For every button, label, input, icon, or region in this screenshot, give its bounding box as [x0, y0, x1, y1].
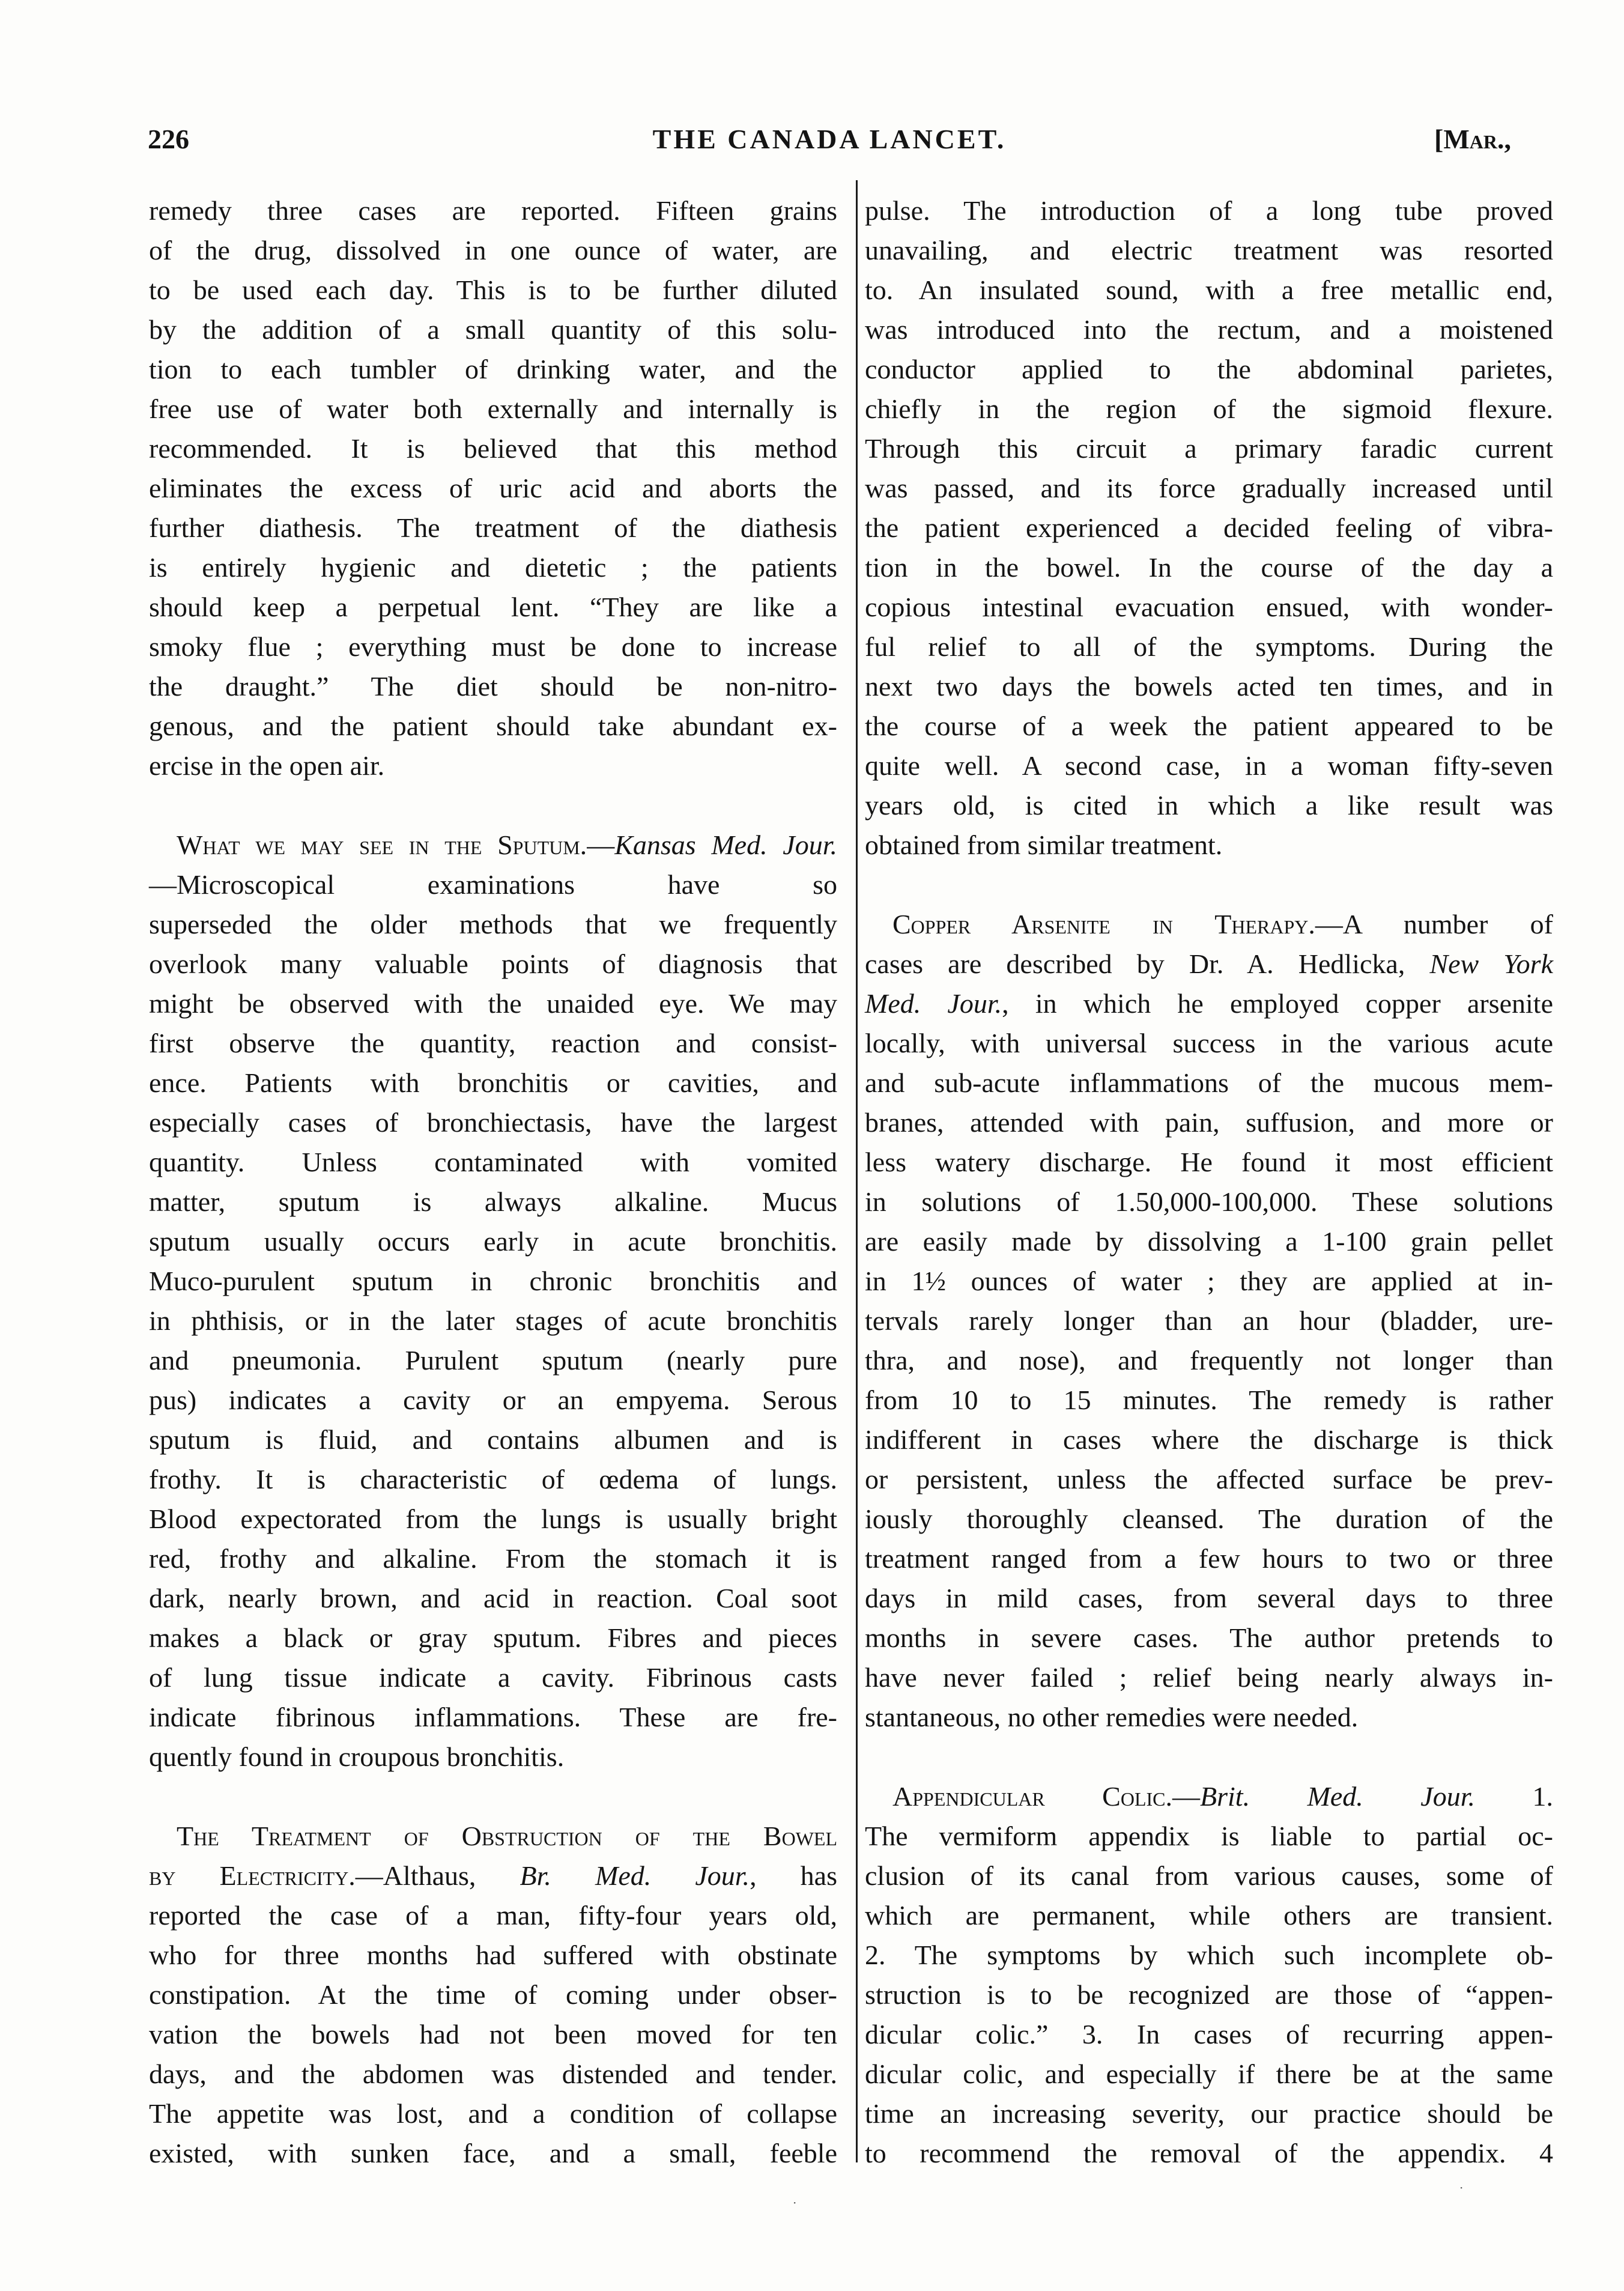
text-line: less watery discharge. He found it most efficient	[865, 1147, 1553, 1177]
text-line: overlook many valuable points of diagnosis that	[149, 948, 837, 979]
text-line: reported the case of a man, fifty-four years old,	[149, 1900, 837, 1931]
journal-title: THE CANADA LANCET.	[652, 124, 1007, 154]
sputum-article	[149, 825, 837, 1777]
text-line: are easily made by dissolving a 1-100 grain pellet	[865, 1226, 1553, 1257]
copper-line-3	[865, 984, 1553, 1024]
text-line: in phthisis, or in the later stages of acute bronchitis	[149, 1305, 837, 1336]
text-line: chiefly in the region of the sigmoid flexure.	[865, 393, 1553, 424]
text-line: clusion of its canal from various causes, some of	[865, 1860, 1553, 1891]
text-line: dark, nearly brown, and acid in reaction. Coal soot	[149, 1583, 837, 1613]
text-line: free use of water both externally and internally is	[149, 393, 837, 424]
left-column	[149, 191, 837, 2173]
sputum-heading: What we may see in the Sputum.	[177, 830, 587, 860]
text-line: obtained from similar treatment.	[865, 830, 1223, 860]
paragraph-gap	[865, 865, 1553, 905]
text-line: tervals rarely longer than an hour (bladder, ure-	[865, 1305, 1553, 1336]
text-line: indifferent in cases where the discharge is thick	[865, 1424, 1553, 1455]
colic-heading-rest: 1.	[1475, 1781, 1554, 1812]
text-line: thra, and nose), and frequently not longer than	[865, 1345, 1553, 1376]
copper-line3-rest: , in which he employed copper arsenite	[1002, 988, 1553, 1019]
text-line: is entirely hygienic and dietetic ; the patients	[149, 552, 837, 583]
text-line: genous, and the patient should take abundant ex-	[149, 711, 837, 741]
print-speck: ·	[1459, 2180, 1464, 2195]
bowel-heading-line-2	[149, 1856, 837, 1896]
text-line: superseded the older methods that we frequently	[149, 909, 837, 939]
text-line: in solutions of 1.50,000-100,000. These solutions	[865, 1186, 1553, 1217]
text-line: the course of a week the patient appeared to be	[865, 711, 1553, 741]
paragraph-gap	[865, 1737, 1553, 1777]
copper-heading: Copper Arsenite in Therapy.	[892, 909, 1315, 939]
text-line: conductor applied to the abdominal parietes,	[865, 354, 1553, 384]
text-line: The appetite was lost, and a condition of collapse	[149, 2098, 837, 2129]
print-speck: ·	[793, 2195, 797, 2210]
text-line: ercise in the open air.	[149, 750, 385, 781]
text-line: or persistent, unless the affected surface be prev-	[865, 1464, 1553, 1494]
bowel-article	[149, 1816, 837, 2173]
text-line: days in mild cases, from several days to three	[865, 1583, 1553, 1613]
copper-heading-rest: —A number of	[1315, 909, 1553, 939]
text-line: red, frothy and alkaline. From the stomach it is	[149, 1543, 837, 1574]
bowel-heading: The Treatment of Obstruction of the Bowel	[177, 1821, 837, 1851]
column-divider	[856, 180, 858, 2162]
text-line: Through this circuit a primary faradic current	[865, 433, 1553, 464]
issue-month: [Mar.,	[1434, 124, 1511, 154]
text-line: The vermiform appendix is liable to partial oc-	[865, 1821, 1553, 1851]
text-line: time an increasing severity, our practice should be	[865, 2098, 1553, 2129]
copper-heading-line	[865, 905, 1553, 944]
text-line: Blood expectorated from the lungs is usually bright	[149, 1504, 837, 1534]
text-line: 2. The symptoms by which such incomplete ob-	[865, 1940, 1553, 1970]
text-line: stantaneous, no other remedies were needed.	[865, 1702, 1359, 1732]
colic-source: Brit. Med. Jour.	[1200, 1781, 1476, 1812]
bowel-source-after: , has	[750, 1860, 837, 1891]
text-line: copious intestinal evacuation ensued, with wonder-	[865, 592, 1553, 622]
text-line: treatment ranged from a few hours to two or three	[865, 1543, 1553, 1574]
text-line: makes a black or gray sputum. Fibres and pieces	[149, 1622, 837, 1653]
text-line: further diathesis. The treatment of the diathesis	[149, 512, 837, 543]
text-line: might be observed with the unaided eye. We may	[149, 988, 837, 1019]
text-line: frothy. It is characteristic of œdema of lungs.	[149, 1464, 837, 1494]
colic-article	[865, 1777, 1553, 2173]
text-line: have never failed ; relief being nearly always in-	[865, 1662, 1553, 1693]
text-line: quite well. A second case, in a woman fifty-seven	[865, 750, 1553, 781]
text-line: in 1½ ounces of water ; they are applied at in-	[865, 1266, 1553, 1296]
text-line: sputum usually occurs early in acute bronchitis.	[149, 1226, 837, 1257]
copper-source: New York	[1429, 948, 1553, 979]
text-line: especially cases of bronchiectasis, have the largest	[149, 1107, 837, 1138]
text-line: vation the bowels had not been moved for ten	[149, 2019, 837, 2050]
text-line: was introduced into the rectum, and a moistened	[865, 314, 1553, 345]
bowel-heading-line	[149, 1816, 837, 1856]
text-line: to be used each day. This is to be further diluted	[149, 275, 837, 305]
colic-heading: Appendicular Colic.	[892, 1781, 1173, 1812]
text-line: remedy three cases are reported. Fifteen grains	[149, 195, 837, 226]
text-line: by the addition of a small quantity of this solu-	[149, 314, 837, 345]
text-line: of the drug, dissolved in one ounce of water, are	[149, 235, 837, 266]
text-line: ence. Patients with bronchitis or cavities, and	[149, 1067, 837, 1098]
uric-acid-paragraph	[149, 191, 837, 786]
text-line: unavailing, and electric treatment was resorted	[865, 235, 1553, 266]
colic-body	[865, 1816, 1553, 2173]
text-line: the patient experienced a decided feeling of vibra-	[865, 512, 1553, 543]
text-line: locally, with universal success in the various acute	[865, 1028, 1553, 1058]
bowel-heading-2: by Electricity.	[149, 1860, 356, 1891]
sputum-source: Kansas Med. Jour.	[614, 830, 837, 860]
text-line: Muco-purulent sputum in chronic bronchitis and	[149, 1266, 837, 1296]
text-line: smoky flue ; everything must be done to increase	[149, 631, 837, 662]
text-line: sputum is fluid, and contains albumen and is	[149, 1424, 837, 1455]
copper-line-2	[865, 944, 1553, 984]
text-line: matter, sputum is always alkaline. Mucus	[149, 1186, 837, 1217]
text-line: days, and the abdomen was distended and tender.	[149, 2059, 837, 2089]
text-line: who for three months had suffered with obstinate	[149, 1940, 837, 1970]
bowel-author: —Althaus,	[355, 1860, 520, 1891]
text-line: pulse. The introduction of a long tube proved	[865, 195, 1553, 226]
text-line: ful relief to all of the symptoms. During the	[865, 631, 1553, 662]
text-line: indicate fibrinous inflammations. These are fre-	[149, 1702, 837, 1732]
text-line: dicular colic.” 3. In cases of recurring appen-	[865, 2019, 1553, 2050]
bowel-body	[149, 1896, 837, 2173]
text-line: constipation. At the time of coming under obser-	[149, 1979, 837, 2010]
text-line: quantity. Unless contaminated with vomited	[149, 1147, 837, 1177]
text-line: branes, attended with pain, suffusion, and more or	[865, 1107, 1553, 1138]
copper-body	[865, 1024, 1553, 1737]
sputum-body	[149, 905, 837, 1777]
text-line: dicular colic, and especially if there be at the same	[865, 2059, 1553, 2089]
paragraph-gap	[149, 786, 837, 825]
text-line: existed, with sunken face, and a small, feeble	[149, 2138, 837, 2168]
sputum-first-line-rest: —Microscopical examinations have so	[149, 869, 837, 900]
copper-article	[865, 905, 1553, 1737]
text-line: and sub-acute inflammations of the mucous mem-	[865, 1067, 1553, 1098]
colic-heading-line: Appendicular Colic.—Brit. Med. Jour. 1.	[892, 1781, 1554, 1812]
text-line: eliminates the excess of uric acid and aborts the	[149, 473, 837, 503]
copper-source-2: Med. Jour.	[865, 988, 1002, 1019]
right-column	[865, 191, 1553, 2173]
text-line: tion to each tumbler of drinking water, and the	[149, 354, 837, 384]
sputum-line-continuation	[149, 865, 837, 905]
text-line: to. An insulated sound, with a free metallic end,	[865, 275, 1553, 305]
text-line: to recommend the removal of the appendix. 4	[865, 2138, 1553, 2168]
text-line: pus) indicates a cavity or an empyema. Serous	[149, 1385, 837, 1415]
running-header	[148, 123, 1511, 165]
text-line: the draught.” The diet should be non-nitro-	[149, 671, 837, 702]
text-line: of lung tissue indicate a cavity. Fibrinous casts	[149, 1662, 837, 1693]
paragraph-gap	[149, 1777, 837, 1816]
text-line: should keep a perpetual lent. “They are like a	[149, 592, 837, 622]
copper-line2-start: cases are described by Dr. A. Hedlicka,	[865, 948, 1430, 979]
text-line: next two days the bowels acted ten times, and in	[865, 671, 1553, 702]
page-number: 226	[148, 124, 189, 154]
text-line: quently found in croupous bronchitis.	[149, 1741, 565, 1772]
text-line: struction is to be recognized are those of “appen-	[865, 1979, 1553, 2010]
text-line: from 10 to 15 minutes. The remedy is rather	[865, 1385, 1553, 1415]
text-line: which are permanent, while others are transient.	[865, 1900, 1553, 1931]
sputum-heading-line: What we may see in the Sputum.—Kansas Med. Jour.	[177, 830, 837, 860]
text-line: tion in the bowel. In the course of the day a	[865, 552, 1553, 583]
text-line: years old, is cited in which a like result was	[865, 790, 1553, 821]
text-line: iously thoroughly cleansed. The duration of the	[865, 1504, 1553, 1534]
text-line: and pneumonia. Purulent sputum (nearly pure	[149, 1345, 837, 1376]
bowel-article-continued	[865, 191, 1553, 865]
text-line: first observe the quantity, reaction and consist-	[149, 1028, 837, 1058]
text-line: was passed, and its force gradually increased until	[865, 473, 1553, 503]
bowel-source: Br. Med. Jour.	[520, 1860, 750, 1891]
text-line: recommended. It is believed that this method	[149, 433, 837, 464]
text-line: months in severe cases. The author pretends to	[865, 1622, 1553, 1653]
